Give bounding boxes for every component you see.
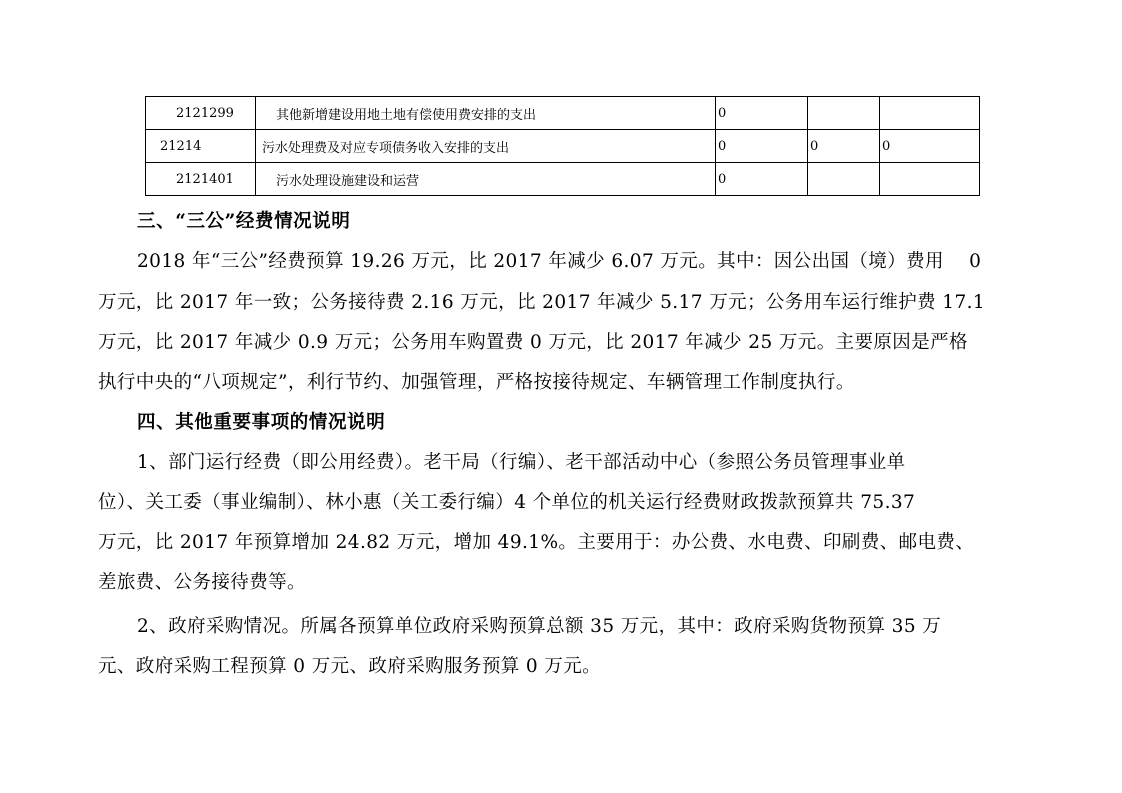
item-value xyxy=(880,163,980,196)
item-name: 污水处理费及对应专项债务收入安排的支出 xyxy=(256,130,716,163)
table-row xyxy=(146,130,980,163)
item-value: 0 xyxy=(808,130,880,163)
paragraph-line: 差旅费、公务接待费等。 xyxy=(98,572,306,593)
item-value xyxy=(808,97,880,130)
table-row xyxy=(146,163,980,196)
paragraph-line: 万元，比 2017 年预算增加 24.82 万元，增加 49.1%。主要用于：办公费、水电费、印刷费、邮电费、 xyxy=(98,532,975,553)
paragraph-line: 2018 年“三公”经费预算 19.26 万元，比 2017 年减少 6.07 万元。其中：因公出国（境）费用 0 xyxy=(137,251,982,272)
paragraph-line: 位）、关工委（事业编制）、林小惠（关工委行编）4 个单位的机关运行经费财政拨款预算共 75.37 xyxy=(98,492,916,513)
item-value: 0 xyxy=(880,130,980,163)
item-value xyxy=(808,163,880,196)
paragraph-line: 元、政府采购工程预算 0 万元、政府采购服务预算 0 万元。 xyxy=(98,656,602,677)
paragraph-line: 万元，比 2017 年一致；公务接待费 2.16 万元，比 2017 年减少 5.17 万元；公务用车运行维护费 17.1 xyxy=(98,292,986,313)
paragraph-line: 执行中央的“八项规定”，利行节约、加强管理，严格按接待规定、车辆管理工作制度执行。 xyxy=(98,372,855,393)
budget-table xyxy=(145,96,980,196)
table-row xyxy=(146,97,980,130)
item-value: 0 xyxy=(716,163,808,196)
section-heading-other-matters: 四、其他重要事项的情况说明 xyxy=(137,412,386,433)
paragraph-line: 万元，比 2017 年减少 0.9 万元；公务用车购置费 0 万元，比 2017 年减少 25 万元。主要原因是严格 xyxy=(98,332,968,353)
section-heading-sangong: 三、“三公”经费情况说明 xyxy=(137,211,351,232)
paragraph-line: 1、部门运行经费（即公用经费）。老干局（行编）、老干部活动中心（参照公务员管理事业单 xyxy=(137,452,906,473)
paragraph-line: 2、政府采购情况。所属各预算单位政府采购预算总额 35 万元，其中：政府采购货物预算 35 万 xyxy=(137,616,942,637)
item-name: 污水处理设施建设和运营 xyxy=(256,163,716,196)
item-value: 0 xyxy=(716,130,808,163)
item-code: 2121299 xyxy=(146,97,256,130)
item-code: 2121401 xyxy=(146,163,256,196)
item-code: 21214 xyxy=(146,130,256,163)
item-value xyxy=(880,97,980,130)
item-name: 其他新增建设用地土地有偿使用费安排的支出 xyxy=(256,97,716,130)
item-value: 0 xyxy=(716,97,808,130)
